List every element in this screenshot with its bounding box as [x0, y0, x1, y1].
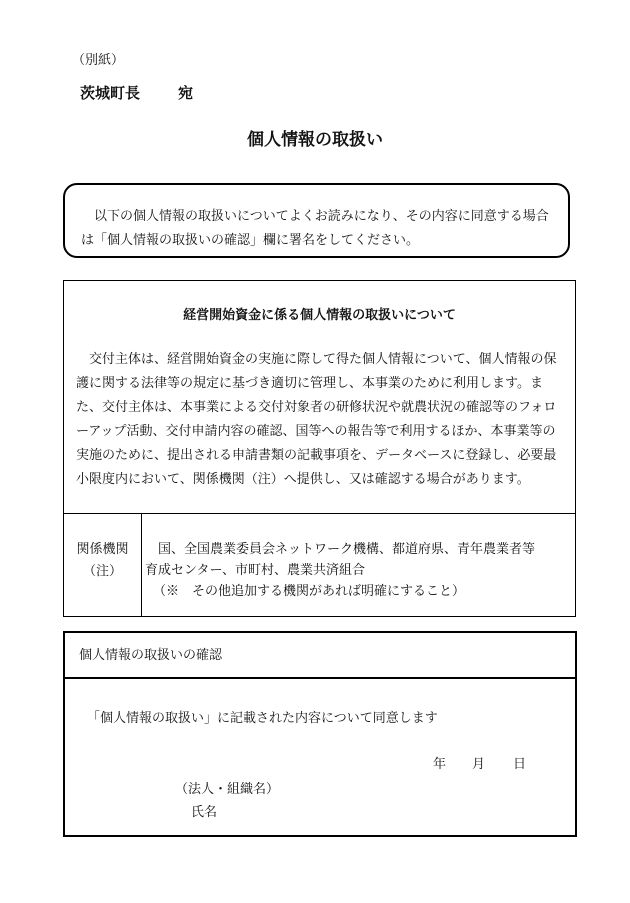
organization-name-label: （法人・組織名） — [175, 782, 280, 797]
org-line2: 育成センター、市町村、農業共済組合 — [145, 563, 365, 578]
org-label-line1: 関係機関 — [76, 542, 129, 557]
attachment-label: （別紙） — [72, 53, 125, 68]
date-year-label: 年 — [433, 757, 447, 772]
related-organizations-row — [64, 513, 575, 616]
notice-text: 以下の個人情報の取扱いについてよくお読みになり、その内容に同意する場合は「個人情報の取扱いの確認」欄に署名をしてください。 — [81, 209, 549, 248]
org-label-line2: （注） — [82, 564, 122, 579]
consent-header: 個人情報の取扱いの確認 — [65, 633, 575, 679]
addressee-suffix: 宛 — [178, 84, 194, 102]
date-month-label: 月 — [472, 757, 486, 772]
related-organizations-list — [142, 539, 567, 602]
date-day-label: 日 — [513, 757, 527, 772]
policy-body-text: 交付主体は、経営開始資金の実施に際して得た個人情報について、個人情報の保護に関する法律等の規定に基づき適切に管理し、本事業のために利用します。また、交付主体は、本事業による交付対象者の研修状況や就農状況の確認等のフォローアップ活動、交付申請内容の確認、国等への報告等で利用するほか、本事業等の実施のために、提出される申請書類の記載事項を、データベースに登録し、必要最小限度内において、関係機関（注）へ提供し、又は確認する場合があります。 — [76, 352, 557, 487]
date-field[interactable] — [433, 753, 526, 772]
org-line1: 国、全国農業委員会ネットワーク機構、都道府県、青年農業者等 — [158, 542, 536, 557]
policy-box — [63, 280, 576, 617]
policy-heading: 経営開始資金に係る個人情報の取扱いについて — [183, 308, 456, 323]
consent-box — [63, 631, 577, 837]
signature-name-label: 氏名 — [191, 805, 218, 820]
related-organizations-label — [64, 514, 142, 616]
page-title: 個人情報の取扱い — [247, 130, 383, 150]
consent-statement: 「個人情報の取扱い」に記載された内容について同意します — [87, 711, 438, 726]
addressee — [80, 82, 193, 103]
notice-box — [63, 183, 570, 258]
addressee-name: 茨城町長 — [80, 84, 141, 102]
org-line3: （※ その他追加する機関があれば明確にすること） — [153, 584, 466, 599]
policy-body — [76, 348, 565, 492]
